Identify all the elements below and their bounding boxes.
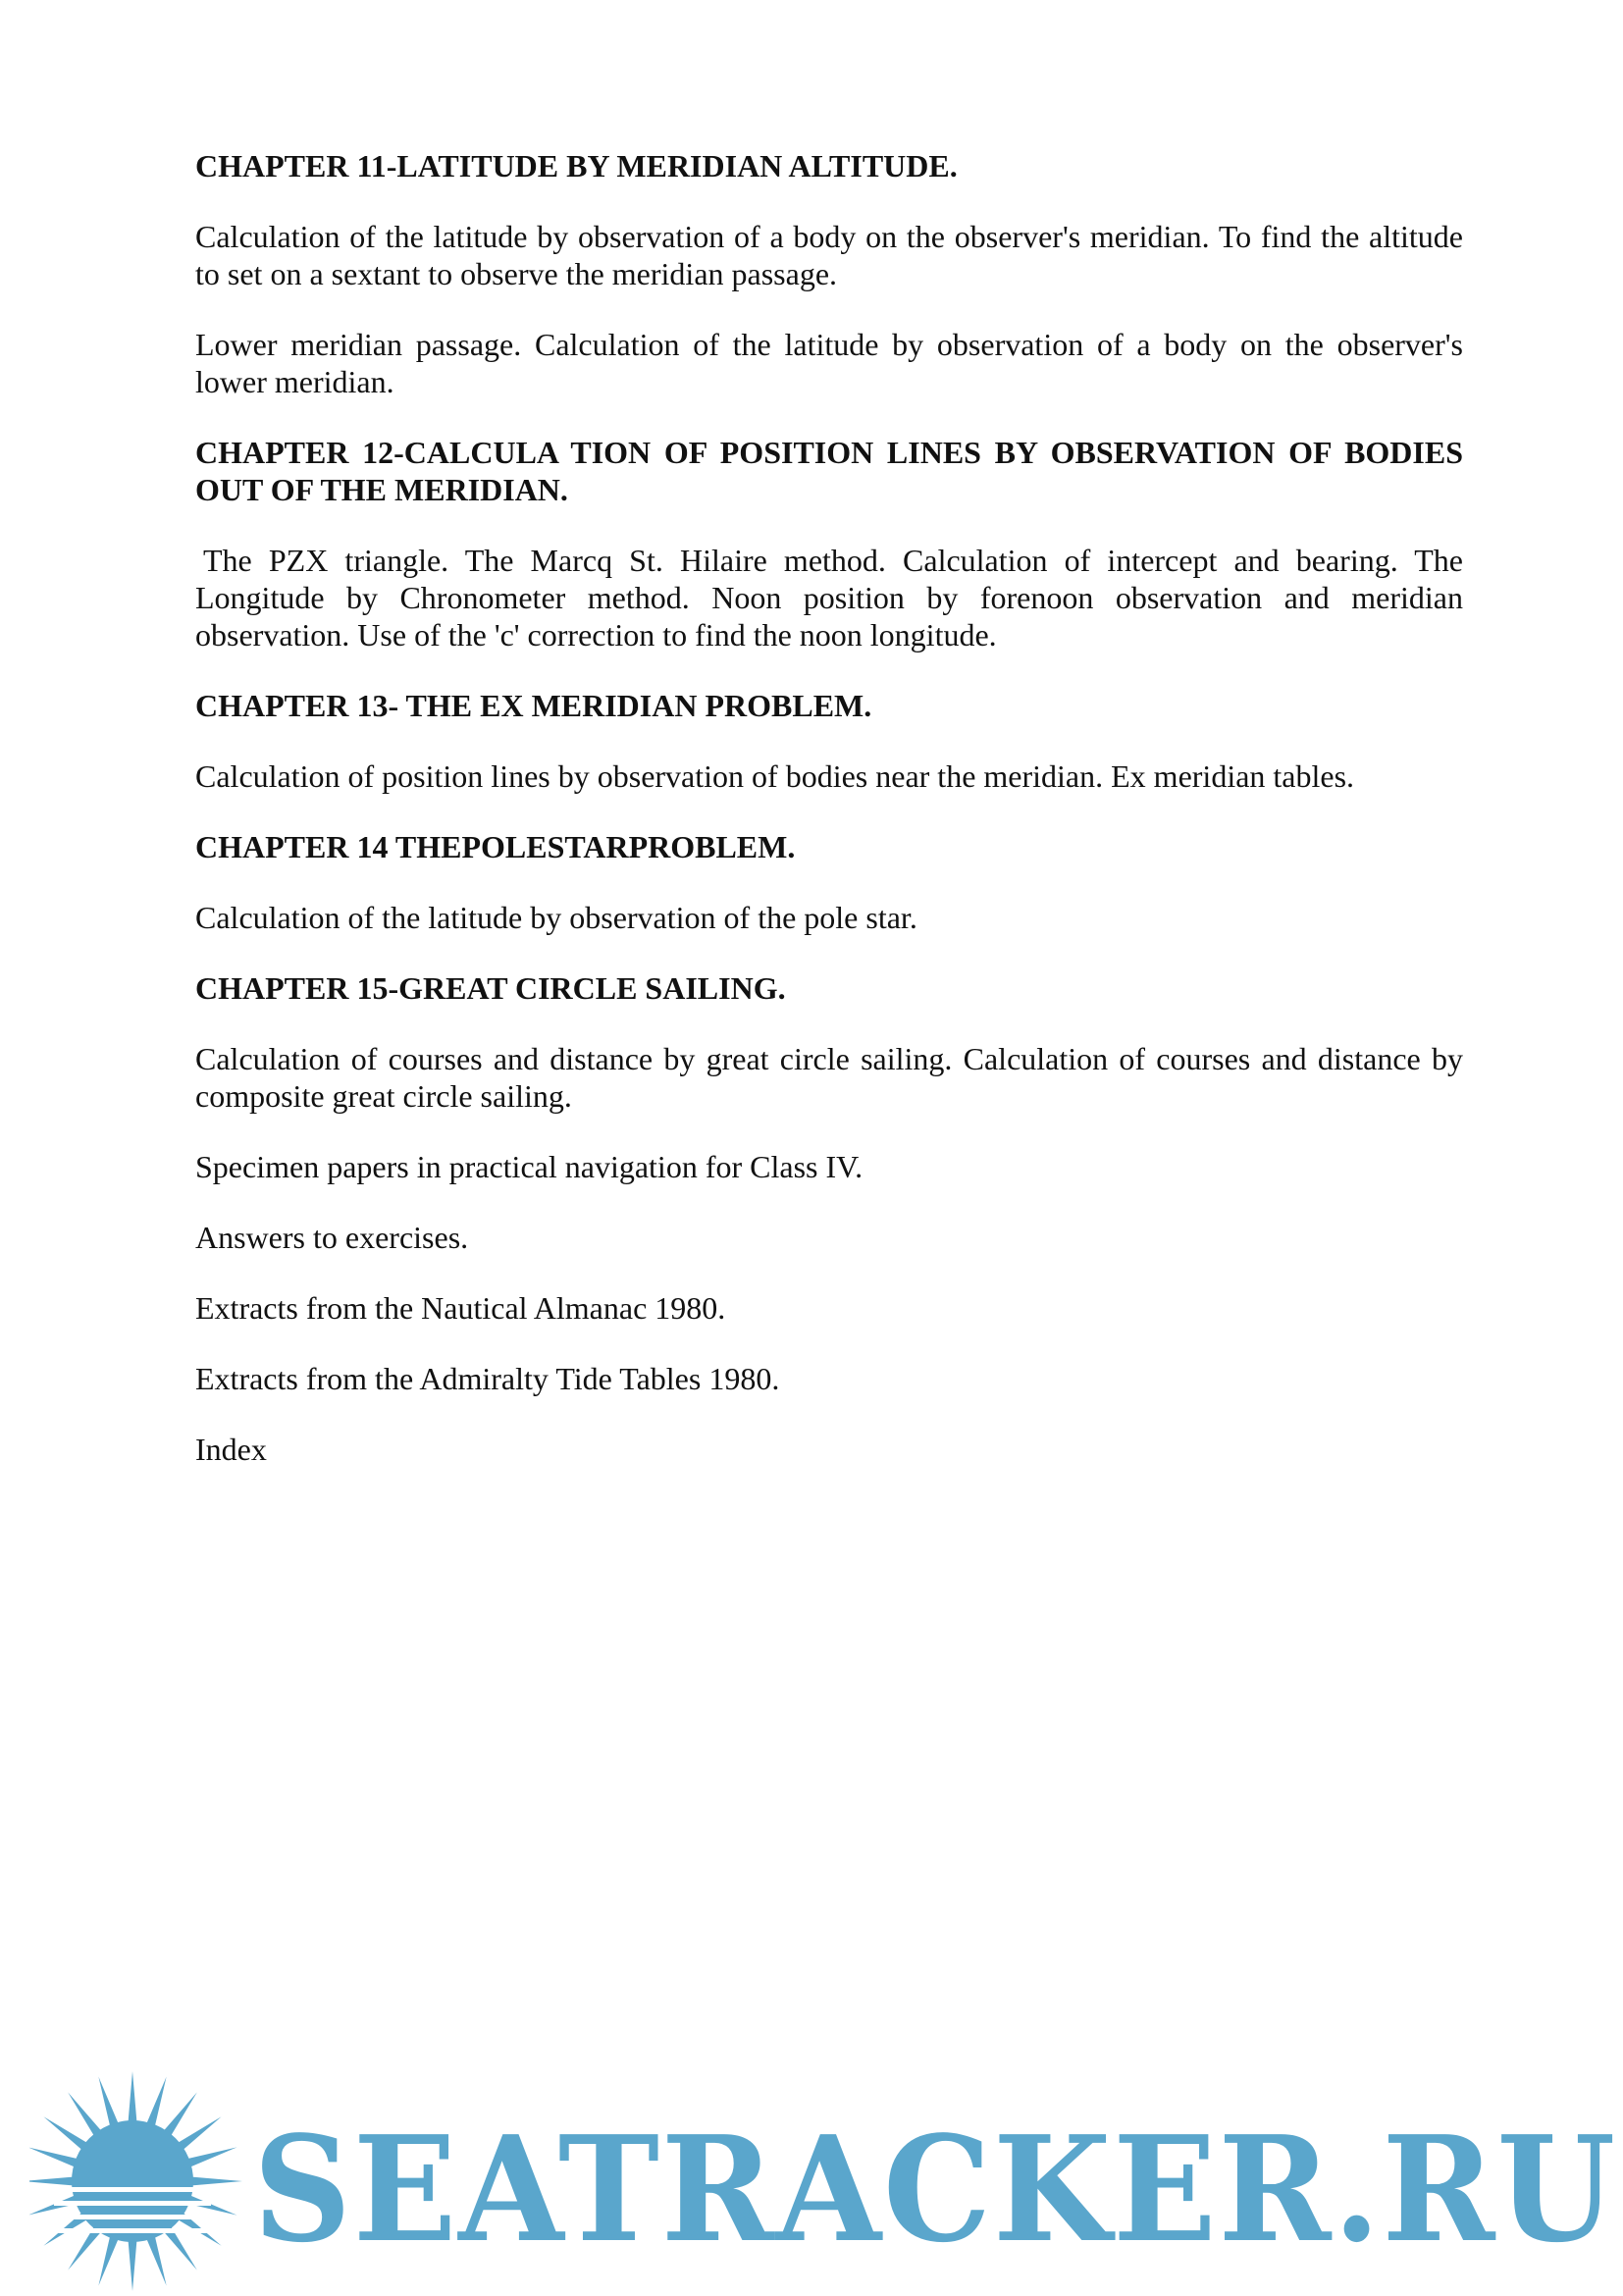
watermark — [29, 2065, 1619, 2291]
specimen-papers-entry: Specimen papers in practical navigation for Class IV. — [195, 1149, 864, 1184]
chapter-14-heading: CHAPTER 14 THEPOLESTARPROBLEM. — [195, 829, 796, 864]
chapter-12-paragraph: The PZX triangle. The Marcq St. Hilaire method. Calculation of intercept and bearing. The Longitude by Chronometer method. Noon position by forenoon observation and meridian observation. Use of the 'c' correction to find the noon longitude. — [195, 543, 1463, 652]
chapter-14-paragraph: Calculation of the latitude by observation of the pole star. — [195, 900, 917, 935]
sun-ray — [186, 2176, 242, 2186]
nautical-almanac-entry: Extracts from the Nautical Almanac 1980. — [195, 1290, 726, 1326]
sun-ray — [128, 2071, 137, 2127]
chapter-15-heading: CHAPTER 15-GREAT CIRCLE SAILING. — [195, 970, 786, 1006]
tide-tables-entry: Extracts from the Admiralty Tide Tables 1980. — [195, 1361, 780, 1396]
sun-ray — [128, 2235, 137, 2291]
sun-ray — [29, 2176, 79, 2186]
chapter-11-paragraph-1: Calculation of the latitude by observation of a body on the observer's meridian. To find the altitude to set on a sextant to observe the meridian passage. — [195, 219, 1463, 291]
chapter-11-paragraph-2: Lower meridian passage. Calculation of the latitude by observation of a body on the observer's lower meridian. — [195, 327, 1463, 399]
chapter-13-paragraph: Calculation of position lines by observation of bodies near the meridian. Ex meridian tables. — [195, 758, 1355, 794]
watermark-graphic — [29, 2065, 1619, 2291]
chapter-13-heading: CHAPTER 13- THE EX MERIDIAN PROBLEM. — [195, 688, 872, 723]
chapter-11-heading: CHAPTER 11-LATITUDE BY MERIDIAN ALTITUDE. — [195, 148, 958, 183]
chapter-15-paragraph: Calculation of courses and distance by great circle sailing. Calculation of courses and distance by composite great circle sailing. — [195, 1041, 1463, 1114]
sun-icon — [29, 2071, 242, 2291]
watermark-text: SEATRACKER.RU — [253, 2104, 1617, 2274]
document-body — [195, 147, 1463, 1501]
answers-entry: Answers to exercises. — [195, 1220, 469, 1255]
index-entry: Index — [195, 1432, 267, 1467]
chapter-12-heading: CHAPTER 12-CALCULA TION OF POSITION LINES BY OBSERVATION OF BODIES OUT OF THE MERIDIAN. — [195, 435, 1463, 507]
